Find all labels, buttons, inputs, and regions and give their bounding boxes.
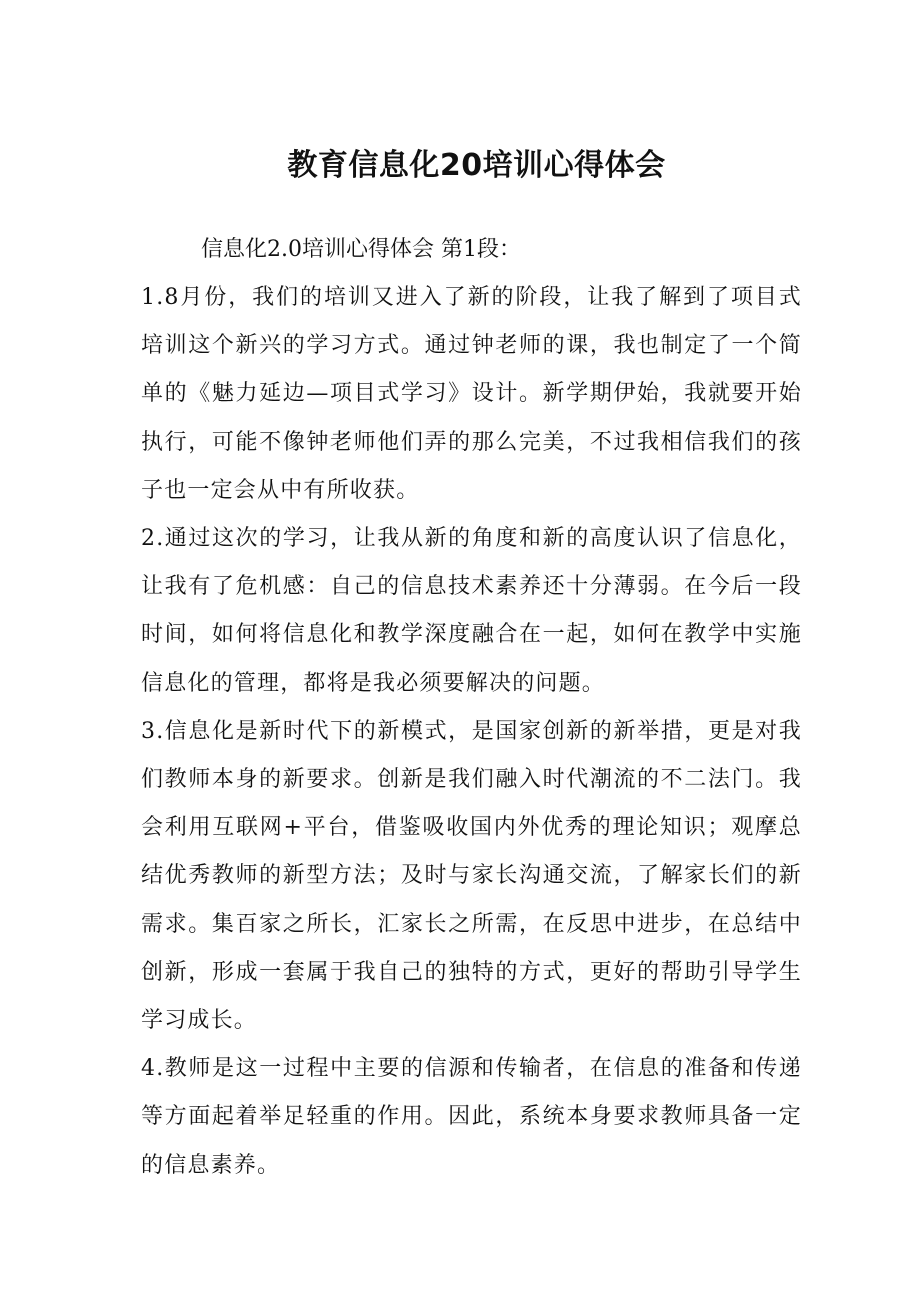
paragraph-1: 1.8月份，我们的培训又进入了新的阶段，让我了解到了项目式培训这个新兴的学习方式。通过钟老师的课，我也制定了一个简单的《魅力延边—项目式学习》设计。新学期伊始，我就要开始执行，可能不像钟老师他们弄的那么完美，不过我相信我们的孩子也一定会从中有所收获。 — [141, 285, 802, 503]
paragraph-4: 4.教师是这一过程中主要的信源和传输者，在信息的准备和传递等方面起着举足轻重的作用。因此，系统本身要求教师具备一定的信息素养。 — [141, 1056, 802, 1178]
document-title: 教育信息化20培训心得体会 — [287, 148, 666, 183]
paragraph-3: 3.信息化是新时代下的新模式，是国家创新的新举措，更是对我们教师本身的新要求。创新是我们融入时代潮流的不二法门。我会利用互联网+平台，借鉴吸收国内外优秀的理论知识；观摩总结优秀教师的新型方法；及时与家长沟通交流，了解家长们的新需求。集百家之所长，汇家长之所需，在反思中进步，在总结中创新，形成一套属于我自己的独特的方式，更好的帮助引导学生学习成长。 — [141, 718, 802, 1034]
paragraph-2: 2.通过这次的学习，让我从新的角度和新的高度认识了信息化，让我有了危机感：自己的信息技术素养还十分薄弱。在今后一段时间，如何将信息化和教学深度融合在一起，如何在教学中实施信息化的管理，都将是我必须要解决的问题。 — [141, 526, 802, 696]
section-heading: 信息化2.0培训心得体会 第1段： — [201, 237, 521, 262]
